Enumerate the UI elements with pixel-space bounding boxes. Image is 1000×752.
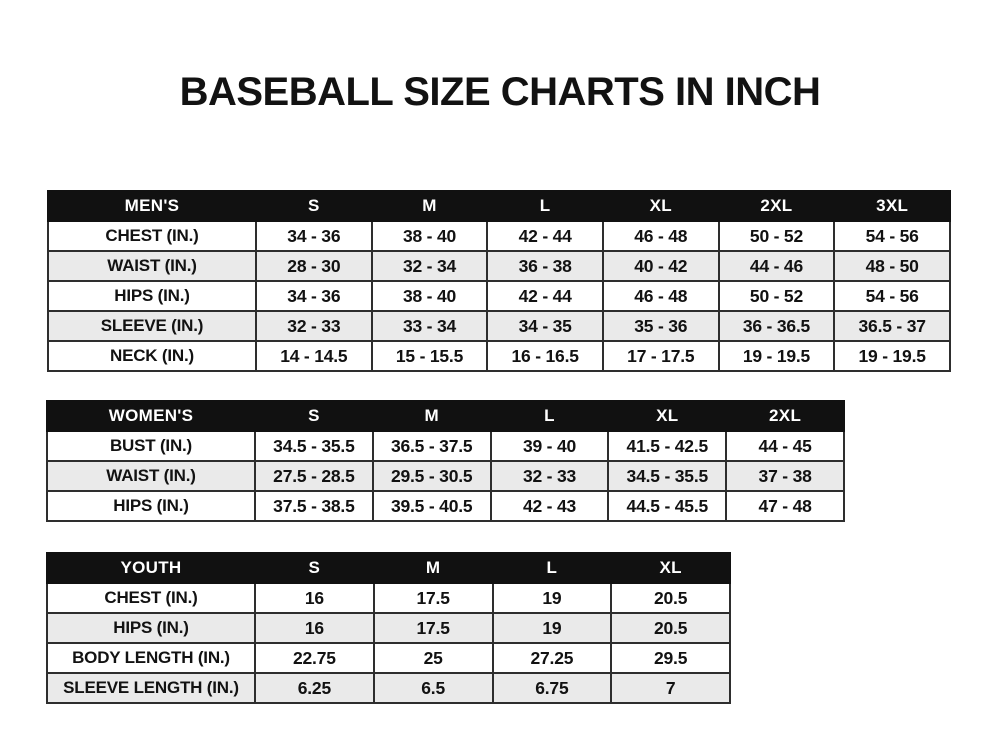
- table-row: [48, 251, 950, 281]
- measurement-label-cell: HIPS (IN.): [47, 491, 255, 521]
- size-value-cell: 29.5: [611, 643, 730, 673]
- size-value-cell: 17 - 17.5: [603, 341, 719, 371]
- size-column-header: L: [487, 191, 603, 221]
- size-column-header: 3XL: [834, 191, 950, 221]
- page-title: BASEBALL SIZE CHARTS IN INCH: [179, 70, 821, 114]
- measurement-label-cell: HIPS (IN.): [47, 613, 255, 643]
- size-column-header: M: [372, 191, 488, 221]
- size-value-cell: 47 - 48: [726, 491, 844, 521]
- size-value-cell: 19: [493, 613, 612, 643]
- size-value-cell: 44.5 - 45.5: [608, 491, 726, 521]
- size-value-cell: 38 - 40: [372, 281, 488, 311]
- size-value-cell: 39 - 40: [491, 431, 609, 461]
- size-value-cell: 6.25: [255, 673, 374, 703]
- size-value-cell: 41.5 - 42.5: [608, 431, 726, 461]
- table-header-row: [47, 553, 730, 583]
- size-value-cell: 19 - 19.5: [834, 341, 950, 371]
- table-row: [48, 341, 950, 371]
- size-value-cell: 34.5 - 35.5: [255, 431, 373, 461]
- size-value-cell: 39.5 - 40.5: [373, 491, 491, 521]
- measurement-label-cell: SLEEVE (IN.): [48, 311, 256, 341]
- size-value-cell: 54 - 56: [834, 281, 950, 311]
- size-value-cell: 36.5 - 37: [834, 311, 950, 341]
- size-value-cell: 44 - 45: [726, 431, 844, 461]
- size-value-cell: 20.5: [611, 583, 730, 613]
- size-value-cell: 37 - 38: [726, 461, 844, 491]
- size-column-header: XL: [603, 191, 719, 221]
- size-value-cell: 15 - 15.5: [372, 341, 488, 371]
- size-value-cell: 27.25: [493, 643, 612, 673]
- size-value-cell: 16 - 16.5: [487, 341, 603, 371]
- size-value-cell: 27.5 - 28.5: [255, 461, 373, 491]
- size-value-cell: 36 - 38: [487, 251, 603, 281]
- size-value-cell: 7: [611, 673, 730, 703]
- table-header-row: [48, 191, 950, 221]
- size-value-cell: 32 - 34: [372, 251, 488, 281]
- size-value-cell: 29.5 - 30.5: [373, 461, 491, 491]
- size-column-header: S: [255, 401, 373, 431]
- size-value-cell: 19 - 19.5: [719, 341, 835, 371]
- table-row: [47, 643, 730, 673]
- youth-size-table: [46, 552, 731, 704]
- measurement-label-cell: SLEEVE LENGTH (IN.): [47, 673, 255, 703]
- table-row: [47, 583, 730, 613]
- size-value-cell: 34 - 36: [256, 281, 372, 311]
- size-column-header: M: [374, 553, 493, 583]
- size-value-cell: 6.5: [374, 673, 493, 703]
- size-value-cell: 50 - 52: [719, 221, 835, 251]
- measurement-label-cell: BUST (IN.): [47, 431, 255, 461]
- size-value-cell: 37.5 - 38.5: [255, 491, 373, 521]
- size-value-cell: 14 - 14.5: [256, 341, 372, 371]
- size-value-cell: 28 - 30: [256, 251, 372, 281]
- table-row: [47, 673, 730, 703]
- size-value-cell: 6.75: [493, 673, 612, 703]
- size-value-cell: 46 - 48: [603, 281, 719, 311]
- table-title-cell: WOMEN'S: [47, 401, 255, 431]
- size-value-cell: 36 - 36.5: [719, 311, 835, 341]
- size-value-cell: 42 - 44: [487, 221, 603, 251]
- size-value-cell: 34 - 36: [256, 221, 372, 251]
- size-column-header: XL: [611, 553, 730, 583]
- table-title-cell: YOUTH: [47, 553, 255, 583]
- table-title-cell: MEN'S: [48, 191, 256, 221]
- womens-size-table: [46, 400, 845, 522]
- size-value-cell: 34.5 - 35.5: [608, 461, 726, 491]
- table-row: [48, 281, 950, 311]
- size-value-cell: 20.5: [611, 613, 730, 643]
- size-value-cell: 50 - 52: [719, 281, 835, 311]
- size-column-header: L: [491, 401, 609, 431]
- table-row: [47, 491, 844, 521]
- size-value-cell: 54 - 56: [834, 221, 950, 251]
- size-value-cell: 42 - 43: [491, 491, 609, 521]
- size-column-header: S: [256, 191, 372, 221]
- size-column-header: XL: [608, 401, 726, 431]
- table-row: [47, 431, 844, 461]
- table-row: [47, 613, 730, 643]
- measurement-label-cell: NECK (IN.): [48, 341, 256, 371]
- size-column-header: L: [493, 553, 612, 583]
- size-column-header: 2XL: [719, 191, 835, 221]
- size-column-header: 2XL: [726, 401, 844, 431]
- size-value-cell: 17.5: [374, 583, 493, 613]
- table-header-row: [47, 401, 844, 431]
- measurement-label-cell: BODY LENGTH (IN.): [47, 643, 255, 673]
- size-value-cell: 35 - 36: [603, 311, 719, 341]
- size-value-cell: 17.5: [374, 613, 493, 643]
- size-value-cell: 16: [255, 613, 374, 643]
- size-column-header: S: [255, 553, 374, 583]
- size-value-cell: 46 - 48: [603, 221, 719, 251]
- size-value-cell: 48 - 50: [834, 251, 950, 281]
- size-value-cell: 33 - 34: [372, 311, 488, 341]
- table-row: [48, 221, 950, 251]
- measurement-label-cell: HIPS (IN.): [48, 281, 256, 311]
- size-value-cell: 34 - 35: [487, 311, 603, 341]
- size-value-cell: 36.5 - 37.5: [373, 431, 491, 461]
- size-value-cell: 32 - 33: [491, 461, 609, 491]
- table-row: [47, 461, 844, 491]
- size-value-cell: 25: [374, 643, 493, 673]
- size-value-cell: 16: [255, 583, 374, 613]
- size-value-cell: 44 - 46: [719, 251, 835, 281]
- table-row: [48, 311, 950, 341]
- size-value-cell: 19: [493, 583, 612, 613]
- size-column-header: M: [373, 401, 491, 431]
- measurement-label-cell: WAIST (IN.): [47, 461, 255, 491]
- size-value-cell: 38 - 40: [372, 221, 488, 251]
- size-value-cell: 42 - 44: [487, 281, 603, 311]
- size-value-cell: 40 - 42: [603, 251, 719, 281]
- size-value-cell: 22.75: [255, 643, 374, 673]
- size-value-cell: 32 - 33: [256, 311, 372, 341]
- measurement-label-cell: CHEST (IN.): [48, 221, 256, 251]
- measurement-label-cell: WAIST (IN.): [48, 251, 256, 281]
- measurement-label-cell: CHEST (IN.): [47, 583, 255, 613]
- mens-size-table: [47, 190, 951, 372]
